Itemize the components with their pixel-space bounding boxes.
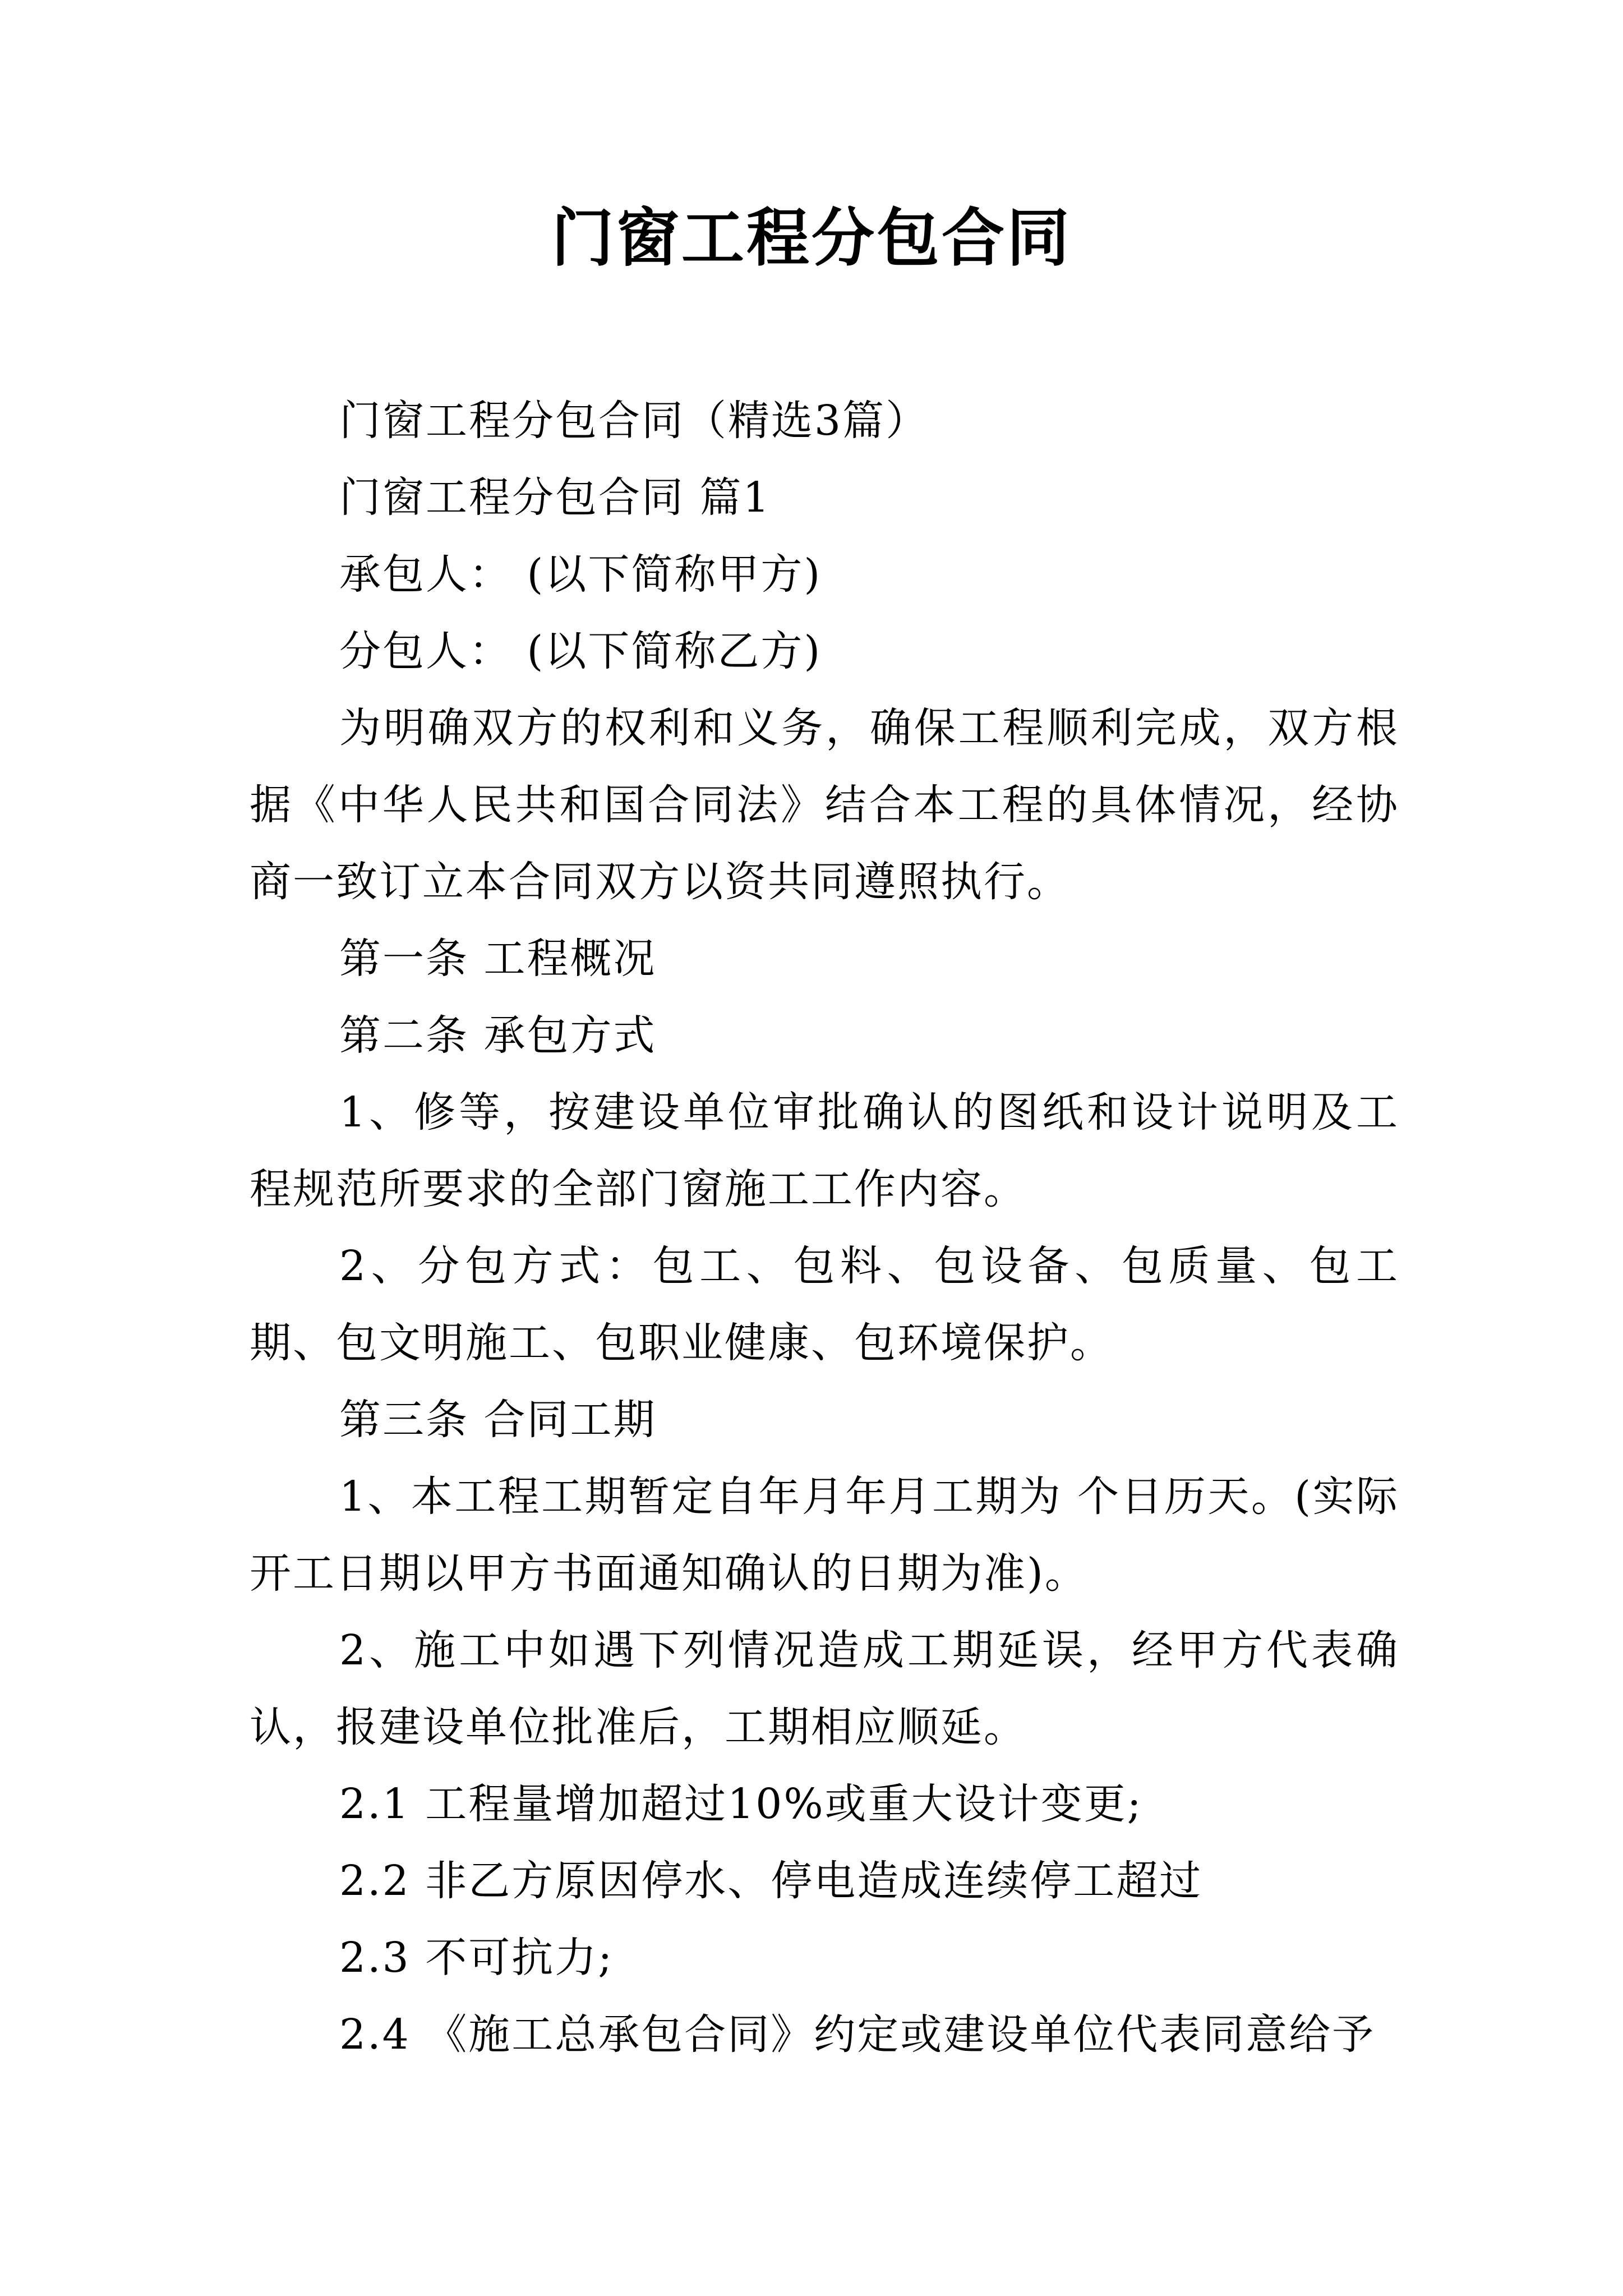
paragraph-clause-2-4: 2.4 《施工总承包合同》约定或建设单位代表同意给予 bbox=[339, 2010, 1376, 2059]
paragraph-preamble: 为明确双方的权利和义务，确保工程顺利完成，双方根据《中华人民共和国合同法》结合本工程的具体情况，经协商一致订立本合同双方以资共同遵照执行。 bbox=[250, 704, 1399, 906]
paragraph-subtitle: 门窗工程分包合同（精选3篇） bbox=[339, 397, 929, 445]
document-body bbox=[250, 383, 1399, 2073]
paragraph-clause-2-3: 2.3 不可抗力; bbox=[339, 1934, 614, 1982]
document-title: 门窗工程分包合同 bbox=[551, 201, 1072, 275]
paragraph-clause-2-2: 2.2 非乙方原因停水、停电造成连续停工超过 bbox=[339, 1857, 1203, 1905]
paragraph-article-2-item-2: 2、分包方式：包工、包料、包设备、包质量、包工期、包文明施工、包职业健康、包环境保护。 bbox=[250, 1242, 1399, 1367]
paragraph-article-2-item-1: 1、修等，按建设单位审批确认的图纸和设计说明及工程规范所要求的全部门窗施工工作内容。 bbox=[250, 1088, 1399, 1213]
paragraph-article-1: 第一条 工程概况 bbox=[339, 935, 657, 983]
paragraph-part-heading: 门窗工程分包合同 篇1 bbox=[339, 473, 771, 522]
paragraph-article-3-item-2: 2、施工中如遇下列情况造成工期延误，经甲方代表确认，报建设单位批准后，工期相应顺延。 bbox=[250, 1626, 1399, 1751]
paragraph-article-3: 第三条 合同工期 bbox=[339, 1396, 657, 1444]
paragraph-subcontractor: 分包人： (以下简称乙方) bbox=[339, 627, 822, 675]
paragraph-article-3-item-1: 1、本工程工期暂定自年月年月工期为 个日历天。(实际开工日期以甲方书面通知确认的日期为准)。 bbox=[250, 1473, 1399, 1598]
paragraph-article-2: 第二条 承包方式 bbox=[339, 1011, 657, 1060]
paragraph-clause-2-1: 2.1 工程量增加超过10%或重大设计变更; bbox=[339, 1780, 1143, 1828]
paragraph-contractor: 承包人： (以下简称甲方) bbox=[339, 550, 822, 599]
